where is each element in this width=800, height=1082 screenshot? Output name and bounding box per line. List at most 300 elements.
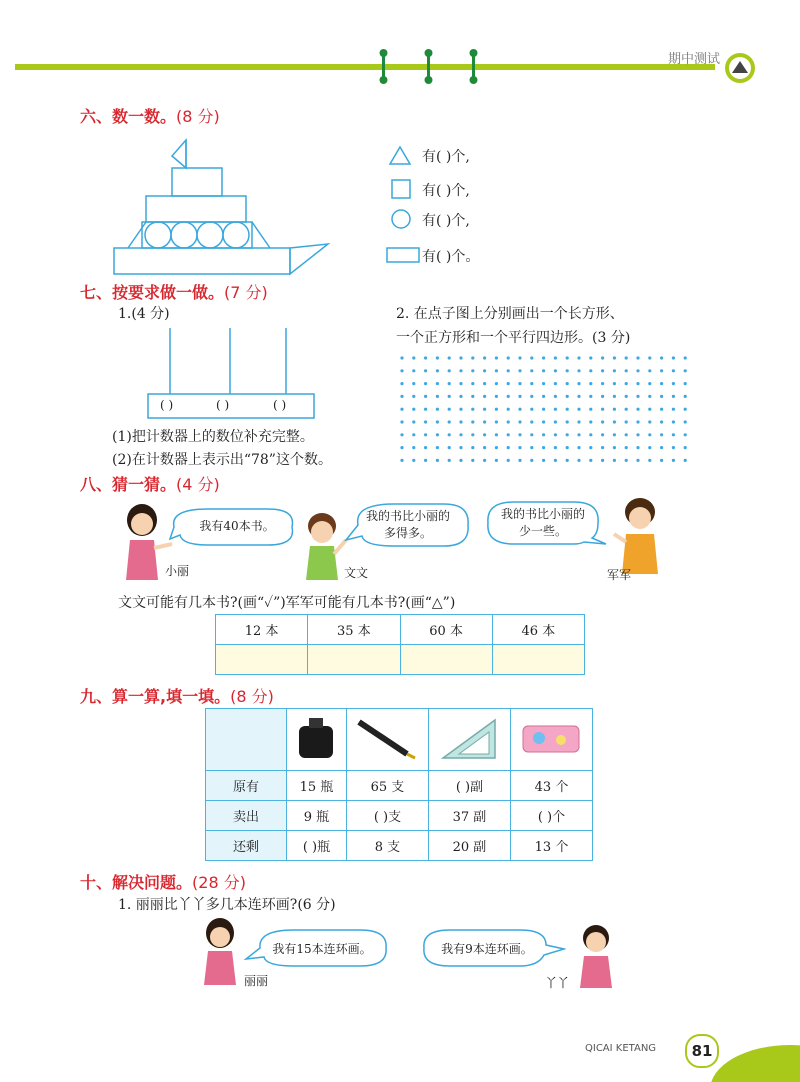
grid-dot <box>530 433 533 436</box>
section-8-heading: 八、猜一猜。 <box>80 475 177 494</box>
name-junjun: 军军 <box>607 568 632 582</box>
grid-dot <box>589 408 592 411</box>
grid-dot <box>577 356 580 359</box>
table-row <box>206 709 593 771</box>
grid-dot <box>436 459 439 462</box>
grid-dot <box>412 459 415 462</box>
item-ink <box>287 709 347 771</box>
grid-dot <box>613 446 616 449</box>
cell: 15 瓶 <box>287 771 347 801</box>
grid-dot <box>636 459 639 462</box>
s8-question: 文文可能有几本书?(画“✓”)军军可能有几本书?(画“△”) <box>118 595 456 611</box>
grid-dot <box>483 459 486 462</box>
grid-dot <box>625 433 628 436</box>
table-row <box>206 771 593 801</box>
grid-dot <box>601 459 604 462</box>
grid-dot <box>613 433 616 436</box>
abacus-slot-3: ( ) <box>273 398 287 412</box>
grid-dot <box>684 369 687 372</box>
grid-dot <box>530 408 533 411</box>
grid-dot <box>495 369 498 372</box>
grid-dot <box>672 408 675 411</box>
cell: 43 个 <box>510 771 592 801</box>
grid-dot <box>448 420 451 423</box>
grid-dot <box>412 395 415 398</box>
grid-dot <box>566 420 569 423</box>
cell: 13 个 <box>510 831 592 861</box>
grid-dot <box>436 446 439 449</box>
grid-dot <box>542 382 545 385</box>
item-pencil-case <box>510 709 592 771</box>
grid-dot <box>507 356 510 359</box>
grid-dot <box>530 459 533 462</box>
grid-dot <box>554 459 557 462</box>
item-set-square <box>428 709 510 771</box>
bubble-junjun-text: 我的书比小丽的少一些。 <box>500 507 585 538</box>
grid-dot <box>601 395 604 398</box>
s7-q2-line2: 一个正方形和一个平行四边形。(3 分) <box>396 330 631 346</box>
s10-q1: 1. 丽丽比丫丫多几本连环画?(6 分) <box>118 897 336 913</box>
bubble-lili-text: 我有15本连环画。 <box>272 942 372 956</box>
rectangle-icon <box>385 246 421 264</box>
table-row <box>206 831 593 861</box>
section-8-title <box>80 472 220 495</box>
grid-dot <box>518 382 521 385</box>
grid-dot <box>625 459 628 462</box>
grid-dot <box>577 395 580 398</box>
grid-dot <box>566 408 569 411</box>
grid-dot <box>554 433 557 436</box>
grid-dot <box>660 356 663 359</box>
grid-dot <box>507 459 510 462</box>
grid-dot <box>518 420 521 423</box>
row-label: 还剩 <box>206 831 287 861</box>
grid-dot <box>589 433 592 436</box>
grid-dot <box>483 408 486 411</box>
grid-dot <box>577 369 580 372</box>
grid-dot <box>400 356 403 359</box>
s7-q1-b: (2)在计数器上表示出“78”这个数。 <box>112 452 332 468</box>
grid-dot <box>448 395 451 398</box>
grid-dot <box>566 446 569 449</box>
grid-dot <box>412 356 415 359</box>
grid-dot <box>530 382 533 385</box>
grid-dot <box>424 459 427 462</box>
grid-dot <box>660 408 663 411</box>
grid-dot <box>400 433 403 436</box>
cell: ( )瓶 <box>287 831 347 861</box>
grid-dot <box>554 356 557 359</box>
grid-dot <box>436 356 439 359</box>
s6-row-2: 有( )个, <box>422 183 470 199</box>
grid-dot <box>660 433 663 436</box>
bubble-wenwen-text: 我的书比小丽的多得多。 <box>365 509 450 540</box>
grid-dot <box>412 446 415 449</box>
grid-dot <box>483 395 486 398</box>
grid-dot <box>400 446 403 449</box>
grid-dot <box>589 395 592 398</box>
cell: 37 副 <box>428 801 510 831</box>
grid-dot <box>507 369 510 372</box>
grid-dot <box>684 420 687 423</box>
grid-dot <box>518 369 521 372</box>
grid-dot <box>684 382 687 385</box>
grid-dot <box>448 433 451 436</box>
grid-dot <box>660 420 663 423</box>
girl-lili-figure <box>192 915 248 985</box>
grid-dot <box>530 446 533 449</box>
name-lili: 丽丽 <box>244 974 269 988</box>
grid-dot <box>660 459 663 462</box>
grid-dot <box>459 369 462 372</box>
abacus-slot-1: ( ) <box>160 398 174 412</box>
grid-dot <box>648 395 651 398</box>
grid-dot <box>542 420 545 423</box>
grid-dot <box>518 408 521 411</box>
grid-dot <box>471 433 474 436</box>
grid-dot <box>589 356 592 359</box>
triangle-icon <box>388 145 412 167</box>
grid-dot <box>542 433 545 436</box>
grid-dot <box>625 369 628 372</box>
grid-dot <box>566 356 569 359</box>
grid-dot <box>566 459 569 462</box>
grid-dot <box>436 382 439 385</box>
item-pen <box>346 709 428 771</box>
grid-dot <box>613 395 616 398</box>
grid-dot <box>577 382 580 385</box>
grid-dot <box>436 420 439 423</box>
grid-dot <box>625 356 628 359</box>
grid-dot <box>672 395 675 398</box>
grid-dot <box>412 382 415 385</box>
grid-dot <box>459 382 462 385</box>
grid-dot <box>471 408 474 411</box>
grid-dot <box>566 369 569 372</box>
grid-dot <box>636 382 639 385</box>
grid-dot <box>518 459 521 462</box>
grid-dot <box>636 395 639 398</box>
section-6-points: (8 分) <box>176 107 220 126</box>
section-9-points: (8 分) <box>230 687 274 706</box>
s7-q2-line1: 2. 在点子图上分别画出一个长方形、 <box>396 306 624 322</box>
cell: ( )个 <box>510 801 592 831</box>
name-xiaoli: 小丽 <box>165 564 190 578</box>
girl-yaya-figure <box>568 922 624 988</box>
answer-cell-2[interactable] <box>308 645 400 675</box>
grid-dot <box>684 395 687 398</box>
grid-dot <box>613 408 616 411</box>
grid-dot <box>613 369 616 372</box>
answer-cell-3[interactable] <box>400 645 492 675</box>
ink-bottle-icon <box>293 716 339 760</box>
bubble-yaya-text: 我有9本连环画。 <box>441 942 533 956</box>
header-label: 期中测试 <box>668 52 721 67</box>
grid-dot <box>542 369 545 372</box>
grid-dot <box>483 382 486 385</box>
grid-dot <box>542 395 545 398</box>
grid-dot <box>554 395 557 398</box>
grid-dot <box>625 446 628 449</box>
corner-cell <box>206 709 287 771</box>
grid-dot <box>424 420 427 423</box>
set-square-icon <box>437 714 501 762</box>
grid-dot <box>660 395 663 398</box>
grid-dot <box>495 395 498 398</box>
section-6-title <box>80 104 220 127</box>
grid-dot <box>412 433 415 436</box>
grid-dot <box>613 382 616 385</box>
section-9-heading: 九、算一算,填一填。 <box>80 687 231 706</box>
grid-dot <box>436 433 439 436</box>
s6-row-4: 有( )个。 <box>422 249 480 265</box>
grid-dot <box>684 408 687 411</box>
section-6-heading: 六、数一数。 <box>80 107 177 126</box>
grid-dot <box>448 382 451 385</box>
grid-dot <box>589 382 592 385</box>
option-cell-4: 46 本 <box>492 615 584 645</box>
grid-dot <box>400 369 403 372</box>
s9-table <box>205 708 593 861</box>
grid-dot <box>400 459 403 462</box>
grid-dot <box>589 446 592 449</box>
grid-dot <box>684 446 687 449</box>
grid-dot <box>459 356 462 359</box>
grid-dot <box>424 446 427 449</box>
cell: ( )副 <box>428 771 510 801</box>
grid-dot <box>400 395 403 398</box>
grid-dot <box>483 420 486 423</box>
grid-dot <box>601 356 604 359</box>
grid-dot <box>459 395 462 398</box>
grid-dot <box>448 459 451 462</box>
cell: 9 瓶 <box>287 801 347 831</box>
option-cell-1: 12 本 <box>216 615 308 645</box>
grid-dot <box>566 382 569 385</box>
name-yaya: 丫丫 <box>545 976 570 990</box>
grid-dot <box>589 459 592 462</box>
name-wenwen: 文文 <box>344 566 369 580</box>
grid-dot <box>518 446 521 449</box>
grid-dot <box>672 382 675 385</box>
grid-dot <box>507 446 510 449</box>
grid-dot <box>471 420 474 423</box>
grid-dot <box>625 395 628 398</box>
grid-dot <box>648 420 651 423</box>
pen-icon <box>355 716 419 760</box>
grid-dot <box>613 356 616 359</box>
option-cell-3: 60 本 <box>400 615 492 645</box>
grid-dot <box>542 356 545 359</box>
grid-dot <box>424 395 427 398</box>
s7-q1-a: (1)把计数器上的数位补充完整。 <box>112 429 314 445</box>
grid-dot <box>495 433 498 436</box>
cell: ( )支 <box>346 801 428 831</box>
table-row <box>206 801 593 831</box>
grid-dot <box>577 433 580 436</box>
grid-dot <box>518 356 521 359</box>
section-7-points: (7 分) <box>224 283 268 302</box>
grid-dot <box>495 420 498 423</box>
grid-dot <box>518 433 521 436</box>
grid-dot <box>684 356 687 359</box>
bubble-xiaoli-text: 我有40本书。 <box>199 519 275 533</box>
grid-dot <box>400 420 403 423</box>
grid-dot <box>424 408 427 411</box>
grid-dot <box>648 433 651 436</box>
square-icon <box>390 178 412 200</box>
grid-dot <box>636 446 639 449</box>
answer-cell-4[interactable] <box>492 645 584 675</box>
grid-dot <box>530 420 533 423</box>
grid-dot <box>625 420 628 423</box>
grid-dot <box>495 408 498 411</box>
section-9-title <box>80 684 274 707</box>
s6-row-3: 有( )个, <box>422 213 470 229</box>
s8-options-table <box>215 614 585 675</box>
grid-dot <box>554 369 557 372</box>
grid-dot <box>554 382 557 385</box>
grid-dot <box>530 369 533 372</box>
grid-dot <box>471 395 474 398</box>
grid-dot <box>483 356 486 359</box>
grid-dot <box>589 369 592 372</box>
grid-dot <box>636 420 639 423</box>
grid-dot <box>672 446 675 449</box>
cell: 20 副 <box>428 831 510 861</box>
grid-dot <box>436 395 439 398</box>
grid-dot <box>601 433 604 436</box>
grid-dot <box>554 446 557 449</box>
abacus-slot-2: ( ) <box>216 398 230 412</box>
grid-dot <box>601 446 604 449</box>
section-7-title <box>80 280 268 303</box>
grid-dot <box>412 408 415 411</box>
grid-dot <box>483 433 486 436</box>
grid-dot <box>648 382 651 385</box>
grid-dot <box>448 369 451 372</box>
grid-dot <box>554 420 557 423</box>
grid-dot <box>660 369 663 372</box>
grid-dot <box>577 408 580 411</box>
grid-dot <box>400 408 403 411</box>
grid-dot <box>660 446 663 449</box>
grid-dot <box>471 459 474 462</box>
grid-dot <box>577 446 580 449</box>
pencil-case-icon <box>519 718 583 758</box>
grid-dot <box>542 459 545 462</box>
grid-dot <box>672 356 675 359</box>
grid-dot <box>483 369 486 372</box>
grid-dot <box>566 395 569 398</box>
table-row <box>216 645 585 675</box>
circle-icon <box>390 208 412 230</box>
grid-dot <box>636 408 639 411</box>
ship-figure <box>110 130 340 280</box>
grid-dot <box>625 382 628 385</box>
grid-dot <box>507 382 510 385</box>
grid-dot <box>507 408 510 411</box>
grid-dot <box>636 433 639 436</box>
grid-dot <box>424 356 427 359</box>
grid-dot <box>448 356 451 359</box>
grid-dot <box>507 433 510 436</box>
grid-dot <box>589 420 592 423</box>
section-8-points: (4 分) <box>176 475 220 494</box>
grid-dot <box>471 446 474 449</box>
grid-dot <box>648 446 651 449</box>
grid-dot <box>660 382 663 385</box>
grid-dot <box>613 459 616 462</box>
grid-dot <box>542 408 545 411</box>
grid-dot <box>601 420 604 423</box>
grid-dot <box>613 420 616 423</box>
grid-dot <box>495 382 498 385</box>
grid-dot <box>530 395 533 398</box>
grid-dot <box>495 446 498 449</box>
grid-dot <box>448 408 451 411</box>
grid-dot <box>459 420 462 423</box>
grid-dot <box>507 395 510 398</box>
dot-grid <box>396 352 688 466</box>
grid-dot <box>424 382 427 385</box>
answer-cell-1[interactable] <box>216 645 308 675</box>
grid-dot <box>636 356 639 359</box>
grid-dot <box>672 459 675 462</box>
option-cell-2: 35 本 <box>308 615 400 645</box>
boy-junjun-figure <box>610 494 670 574</box>
grid-dot <box>448 446 451 449</box>
grid-dot <box>459 446 462 449</box>
grid-dot <box>542 446 545 449</box>
grid-dot <box>577 420 580 423</box>
grid-dot <box>684 459 687 462</box>
grid-dot <box>471 356 474 359</box>
grid-dot <box>436 408 439 411</box>
table-row <box>216 615 585 645</box>
row-label: 原有 <box>206 771 287 801</box>
grid-dot <box>672 369 675 372</box>
grid-dot <box>577 459 580 462</box>
grid-dot <box>424 369 427 372</box>
section-10-points: (28 分) <box>192 873 246 892</box>
grid-dot <box>648 356 651 359</box>
grid-dot <box>495 356 498 359</box>
grid-dot <box>601 408 604 411</box>
s6-row-1: 有( )个, <box>422 149 470 165</box>
grid-dot <box>471 382 474 385</box>
grid-dot <box>566 433 569 436</box>
section-10-title <box>80 870 246 893</box>
grid-dot <box>436 369 439 372</box>
s7-q1-label: 1.(4 分) <box>118 306 170 322</box>
row-label: 卖出 <box>206 801 287 831</box>
footer-brand: QICAI KETANG <box>585 1043 657 1054</box>
grid-dot <box>459 459 462 462</box>
grid-dot <box>625 408 628 411</box>
page-number: 81 <box>685 1034 719 1068</box>
grid-dot <box>459 433 462 436</box>
grid-dot <box>601 369 604 372</box>
grid-dot <box>483 446 486 449</box>
grid-dot <box>648 408 651 411</box>
grid-dot <box>518 395 521 398</box>
grid-dot <box>530 356 533 359</box>
grid-dot <box>495 459 498 462</box>
grid-dot <box>412 369 415 372</box>
grid-dot <box>424 433 427 436</box>
grid-dot <box>471 369 474 372</box>
